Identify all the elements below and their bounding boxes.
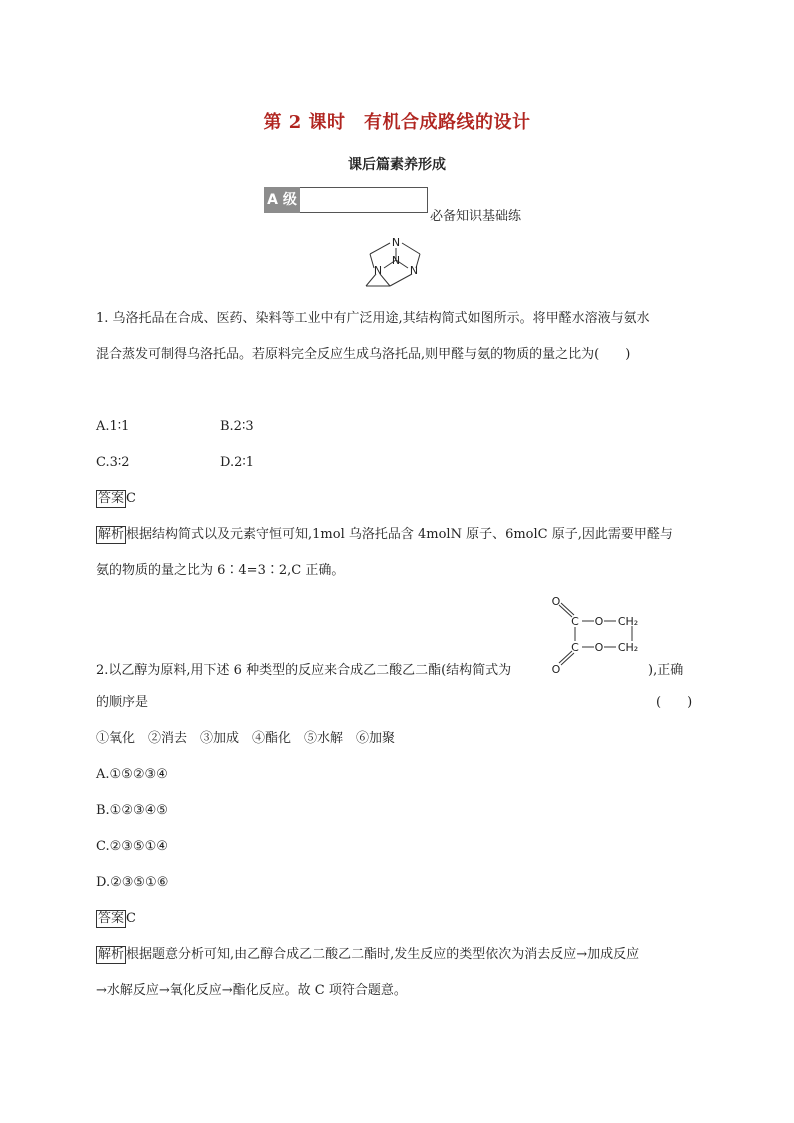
atom-label: O: [551, 663, 561, 676]
question-2-line-1a: 2.以乙醇为原料,用下述 6 种类型的反应来合成乙二酸乙二酯(结构简式为: [96, 663, 512, 678]
question-1-line-1: 1. 乌洛托品在合成、医药、染料等工业中有广泛用途,其结构简式如图所示。将甲醛水溶液与氨水: [96, 311, 650, 326]
option-c: C.②③⑤①④: [96, 839, 168, 854]
option-d: D.②③⑤①⑥: [96, 875, 169, 890]
answer-label: 答案: [98, 491, 125, 506]
answer-row: [96, 904, 136, 934]
option-b: B.2∶3: [220, 419, 254, 434]
analysis-text: 根据结构简式以及元素守恒可知,1mol 乌洛托品含 4molN 原子、6molC 原子,因此需要甲醛与: [126, 527, 673, 542]
answer-bracket: ( ): [656, 695, 693, 710]
analysis-line-2: →水解反应→氧化反应→酯化反应。故 C 项符合题意。: [96, 983, 407, 998]
analysis-line-2: 氨的物质的量之比为 6∶4=3∶2,C 正确。: [96, 563, 345, 578]
atom-label: N: [391, 236, 401, 249]
analysis-label: 解析: [98, 947, 125, 962]
atom-label: CH₂: [617, 641, 639, 654]
option-c: C.3∶2: [96, 455, 130, 470]
analysis-row: [96, 520, 716, 550]
level-text: 必备知识基础练: [430, 209, 522, 224]
atom-label: N: [373, 264, 383, 277]
atom-label: N: [391, 254, 401, 267]
answer-label: 答案: [98, 911, 125, 926]
reaction-types: ①氧化 ②消去 ③加成 ④酯化 ⑤水解 ⑥加聚: [96, 731, 396, 746]
atom-label: C: [571, 641, 579, 654]
level-frame: [300, 187, 428, 213]
page-title: 第 2 课时 有机合成路线的设计: [263, 112, 531, 133]
analysis-row: [96, 940, 716, 970]
answer-value: C: [126, 491, 136, 506]
level-badge: [264, 187, 429, 215]
ethylene-oxalate-structure: [548, 590, 648, 676]
atom-label: CH₂: [617, 615, 639, 628]
hexamine-structure: [356, 232, 436, 294]
atom-label: O: [594, 615, 604, 628]
level-tag: A 级: [264, 187, 300, 213]
option-a: A.①⑤②③④: [96, 767, 168, 782]
atom-label: N: [409, 264, 419, 277]
option-a: A.1∶1: [96, 419, 130, 434]
answer-value: C: [126, 911, 136, 926]
atom-label: O: [551, 595, 561, 608]
analysis-label: 解析: [98, 527, 125, 542]
atom-label: O: [594, 641, 604, 654]
option-b: B.①②③④⑤: [96, 803, 168, 818]
question-2-line-2: 的顺序是: [96, 695, 149, 710]
option-d: D.2∶1: [220, 455, 255, 470]
atom-label: C: [571, 615, 579, 628]
section-subtitle: 课后篇素养形成: [348, 157, 446, 173]
analysis-text: 根据题意分析可知,由乙醇合成乙二酸乙二酯时,发生反应的类型依次为消去反应→加成反应: [126, 947, 640, 962]
question-1-line-2: 混合蒸发可制得乌洛托品。若原料完全反应生成乌洛托品,则甲醛与氨的物质的量之比为( ): [96, 347, 631, 362]
answer-row: [96, 484, 136, 514]
question-2-line-1b: ),正确: [648, 663, 684, 678]
